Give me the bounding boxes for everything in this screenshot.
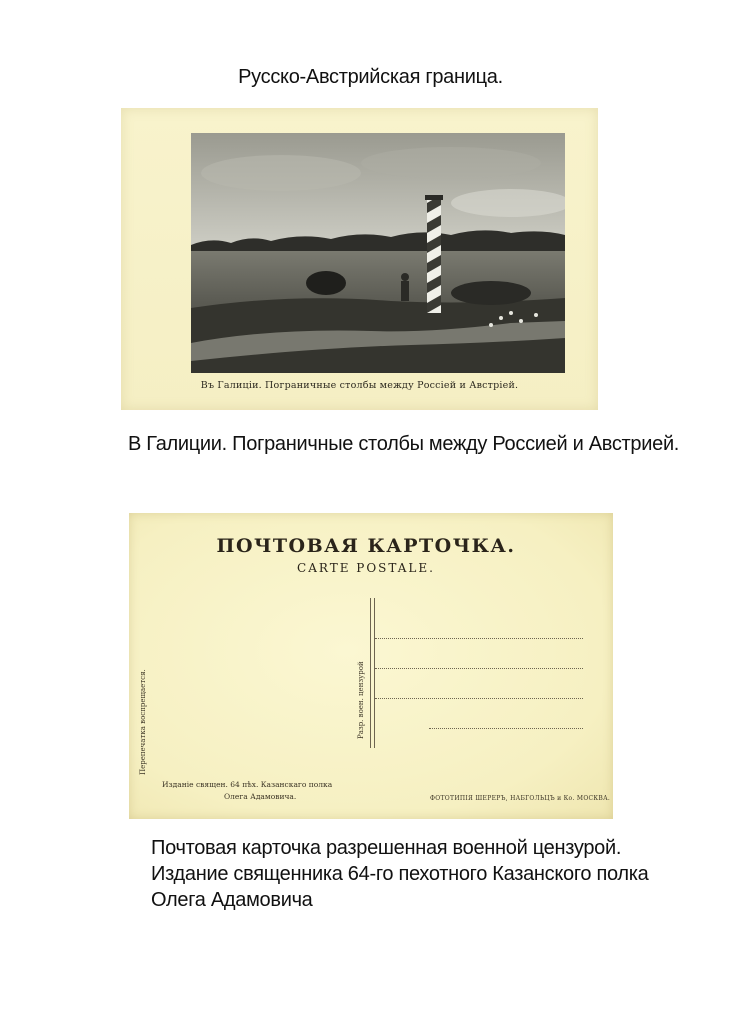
censor-note: Разр. воен. цензурой — [357, 661, 365, 739]
publisher-line: Изданіе священ. 64 пѣх. Казанскаго полка — [162, 780, 333, 789]
publisher-name: Олега Адамовича. — [224, 792, 297, 801]
page-title: Русско-Австрийская граница. — [238, 66, 503, 88]
divider-line — [374, 598, 375, 748]
photo-print-caption: Въ Галиціи. Пограничные столбы между Россіей и Австріей. — [200, 380, 519, 391]
border-post-photo — [191, 133, 565, 373]
photo-caption: В Галиции. Пограничные столбы между Россией и Австрией. — [128, 433, 680, 455]
address-line — [375, 668, 583, 669]
photo-postcard — [121, 108, 598, 410]
address-line — [375, 698, 583, 699]
postcard-back — [129, 513, 613, 819]
description-line: Издание священника 64-го пехотного Казанского полка — [151, 863, 649, 885]
reprint-note: Перепечатка воспрещается. — [139, 669, 147, 775]
address-line — [375, 638, 583, 639]
description-line: Почтовая карточка разрешенная военной цензурой. — [151, 837, 622, 859]
postcard-subtitle: CARTE POSTALE. — [297, 561, 435, 575]
printer-credit: ФОТОТИПІЯ ШЕРЕРЪ, НАБГОЛЬЦЪ и Ко. МОСКВА. — [430, 795, 611, 802]
address-line — [429, 728, 583, 729]
description-line: Олега Адамовича — [151, 889, 313, 911]
divider-line — [370, 598, 371, 748]
postcard-description — [151, 835, 649, 913]
postcard-title: ПОЧТОВАЯ КАРТОЧКА. — [216, 535, 516, 557]
photo-landscape — [191, 133, 565, 373]
